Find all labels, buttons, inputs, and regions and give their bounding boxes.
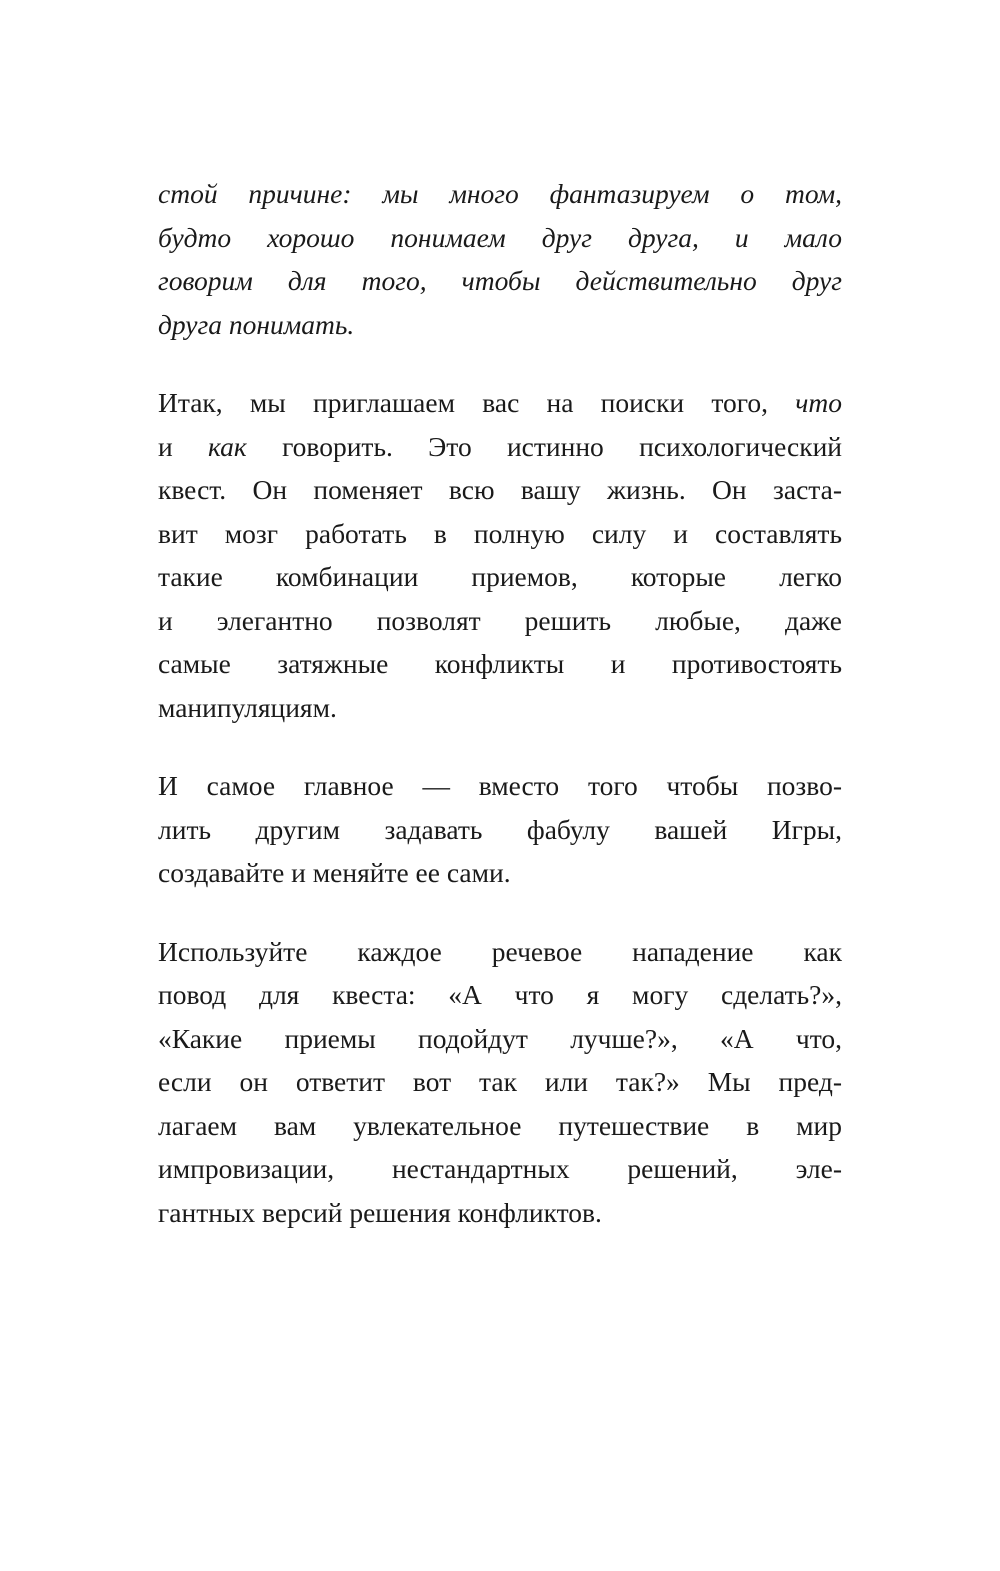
text-segment: и <box>158 430 208 462</box>
paragraph <box>158 172 842 346</box>
text-line <box>158 686 842 730</box>
paragraph-gap <box>158 729 842 764</box>
text-segment: квест. Он поменяет всю вашу жизнь. Он заста- <box>158 474 842 505</box>
text-line <box>158 808 842 852</box>
text-segment: создавайте и меняйте ее сами. <box>158 857 511 888</box>
text-line <box>158 1191 842 1235</box>
italic-text-segment: что <box>795 387 842 418</box>
text-segment: говорить. Это истинно психологический <box>246 430 842 462</box>
text-line <box>158 381 842 425</box>
text-segment: Итак, мы приглашаем вас на поиски того, <box>158 387 796 418</box>
text-line <box>158 216 842 260</box>
text-segment: такие комбинации приемов, которые легко <box>158 561 842 592</box>
text-line <box>158 973 842 1017</box>
text-line <box>158 764 842 808</box>
text-line <box>158 1017 842 1061</box>
italic-text-segment: друга понимать. <box>158 308 355 340</box>
text-line <box>158 642 842 686</box>
paragraph <box>158 930 842 1235</box>
text-segment: импровизации, нестандартных решений, эле- <box>158 1153 842 1184</box>
text-segment: самые затяжные конфликты и противостоять <box>158 648 842 679</box>
text-line <box>158 468 842 512</box>
text-segment: лагаем вам увлекательное путешествие в мир <box>158 1109 842 1141</box>
text-line <box>158 172 842 216</box>
text-line <box>158 599 842 643</box>
italic-text-segment: будто хорошо понимаем друг друга, и мало <box>158 221 842 253</box>
text-line <box>158 259 842 303</box>
text-segment: вит мозг работать в полную силу и составлять <box>158 517 842 549</box>
paragraph-gap <box>158 895 842 930</box>
paragraph <box>158 764 842 895</box>
text-line <box>158 425 842 469</box>
text-line <box>158 555 842 599</box>
text-segment: гантных версий решения конфликтов. <box>158 1196 602 1228</box>
text-line <box>158 930 842 974</box>
text-segment: И самое главное — вместо того чтобы позво- <box>158 770 842 801</box>
book-page-body <box>158 172 842 1234</box>
text-line <box>158 851 842 895</box>
text-line <box>158 303 842 347</box>
text-segment: и элегантно позволят решить любые, даже <box>158 604 842 636</box>
text-segment: «Какие приемы подойдут лучше?», «А что, <box>158 1022 842 1054</box>
text-line <box>158 1104 842 1148</box>
italic-text-segment: как <box>208 430 247 462</box>
text-segment: Используйте каждое речевое нападение как <box>158 935 842 967</box>
text-line <box>158 512 842 556</box>
text-segment: манипуляциям. <box>158 691 337 723</box>
text-line <box>158 1060 842 1104</box>
paragraph-gap <box>158 346 842 381</box>
text-segment: если он ответит вот так или так?» Мы пред- <box>158 1066 842 1097</box>
paragraph <box>158 381 842 729</box>
text-line <box>158 1147 842 1191</box>
text-segment: повод для квеста: «А что я могу сделать?», <box>158 979 842 1010</box>
italic-text-segment: стой причине: мы много фантазируем о том, <box>158 178 842 209</box>
text-segment: лить другим задавать фабулу вашей Игры, <box>158 813 842 845</box>
italic-text-segment: говорим для того, чтобы действительно друг <box>158 265 842 296</box>
